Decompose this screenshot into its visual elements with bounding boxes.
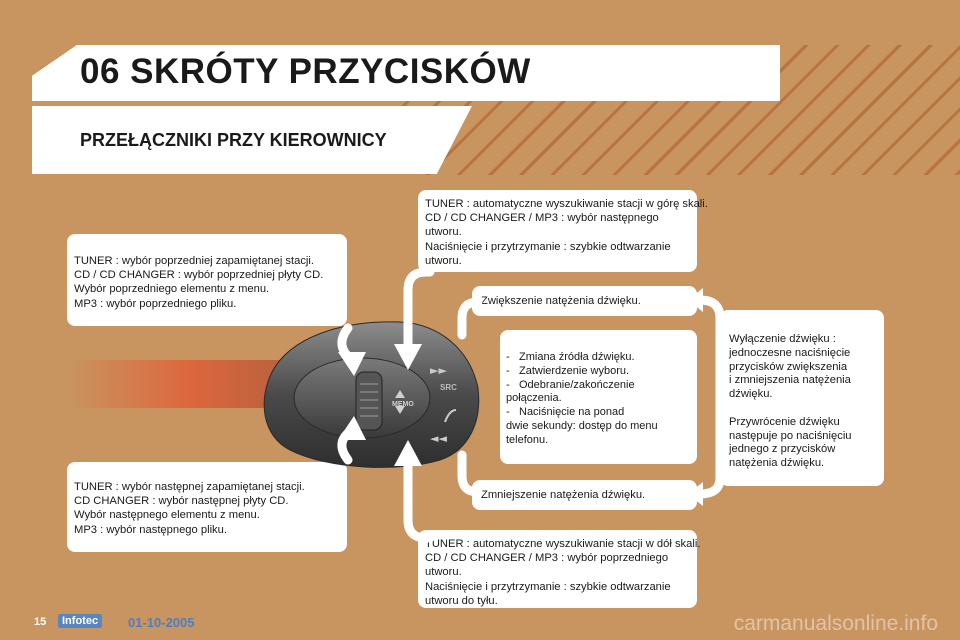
page-number: 15 — [34, 616, 47, 628]
callout-line: Zmniejszenie natężenia dźwięku. — [481, 489, 646, 501]
callout-line: utworu. — [425, 226, 462, 239]
callout-line: Naciśnięcie i przytrzymanie : szybkie odtwarzanie — [425, 240, 671, 253]
callout-line: jednoczesne naciśnięcie — [729, 346, 851, 359]
rewind-icon: ◄◄ — [430, 432, 447, 445]
callout-line: TUNER : wybór następnej zapamiętanej stacji. — [74, 481, 305, 493]
callout-line: jednego z przycisków — [729, 443, 836, 456]
list-item-continuation: telefonu. — [506, 433, 549, 446]
callout-line: następuje po naciśnięciu — [729, 429, 852, 442]
callout-line: natężenia dźwięku. — [729, 457, 825, 470]
infotec-logo: Infotec — [58, 614, 102, 628]
callout-line: Wybór następnego elementu z menu. — [74, 509, 260, 522]
arrow-head-seek-up — [394, 344, 422, 370]
list-item-continuation: dwie sekundy: dostęp do menu — [506, 419, 658, 432]
callout-line: MP3 : wybór poprzedniego pliku. — [74, 297, 237, 310]
callout-line: TUNER : automatyczne wyszukiwanie stacji w górę skali. — [425, 198, 708, 210]
arrow-curve-volume-down — [462, 455, 478, 492]
site-watermark: carmanualsonline.info — [733, 612, 938, 635]
memo-label: MEMO — [392, 401, 414, 408]
callout-line: utworu. — [425, 254, 462, 267]
callout-line: Wybór poprzedniego elementu z menu. — [74, 283, 270, 296]
arrow-curve-seek-up — [408, 272, 430, 345]
edition-date: 01-10-2005 — [128, 615, 195, 630]
callout-line: utworu do tyłu. — [425, 594, 498, 607]
arrow-head-prev — [338, 352, 366, 376]
list-item: - Zmiana źródła dźwięku. — [506, 351, 635, 363]
arrow-head-mute-top — [688, 288, 703, 312]
callout-line: utworu. — [425, 566, 462, 579]
arrow-head-mute-bottom — [688, 482, 703, 506]
list-item: - Zatwierdzenie wyboru. — [506, 364, 630, 377]
list-item: - Odebranie/zakończenie — [506, 378, 635, 391]
callout-line: CD / CD CHANGER / MP3 : wybór następnego — [425, 212, 659, 225]
list-item-continuation: połączenia. — [506, 392, 562, 405]
arrow-head-next — [338, 416, 366, 440]
callout-line: MP3 : wybór następnego pliku. — [74, 523, 227, 536]
callout-line: przycisków zwiększenia — [729, 360, 848, 373]
arrow-curve-mute — [700, 300, 720, 494]
callout-line: CD CHANGER : wybór następnej płyty CD. — [74, 495, 289, 508]
callout-line: Zwiększenie natężenia dźwięku. — [481, 295, 641, 307]
arrow-curve-volume-up — [462, 302, 478, 335]
callout-line: CD / CD CHANGER : wybór poprzedniej płyty CD. — [74, 269, 324, 282]
src-label: SRC — [440, 383, 457, 392]
page-title: 06 SKRÓTY PRZYCISKÓW — [80, 52, 531, 91]
callout-line: Wyłączenie dźwięku : — [729, 333, 836, 345]
callout-line: Naciśnięcie i przytrzymanie : szybkie odtwarzanie — [425, 580, 671, 593]
callout-line: CD / CD CHANGER / MP3 : wybór poprzedniego — [425, 552, 669, 565]
arrow-curve-seek-down — [408, 465, 430, 538]
callout-line: Przywrócenie dźwięku — [729, 415, 840, 428]
fast-forward-icon: ►► — [430, 364, 447, 377]
callout-line: i zmniejszenia natężenia — [729, 374, 851, 387]
arrow-head-seek-down — [394, 440, 422, 466]
list-item: - Naciśnięcie na ponad — [506, 406, 625, 419]
callout-line: TUNER : wybór poprzedniej zapamiętanej stacji. — [74, 255, 315, 267]
callout-line: dźwięku. — [729, 388, 773, 401]
callout-line: TUNER : automatyczne wyszukiwanie stacji w dół skali. — [425, 538, 701, 550]
section-subtitle: PRZEŁĄCZNIKI PRZY KIEROWNICY — [80, 130, 387, 150]
